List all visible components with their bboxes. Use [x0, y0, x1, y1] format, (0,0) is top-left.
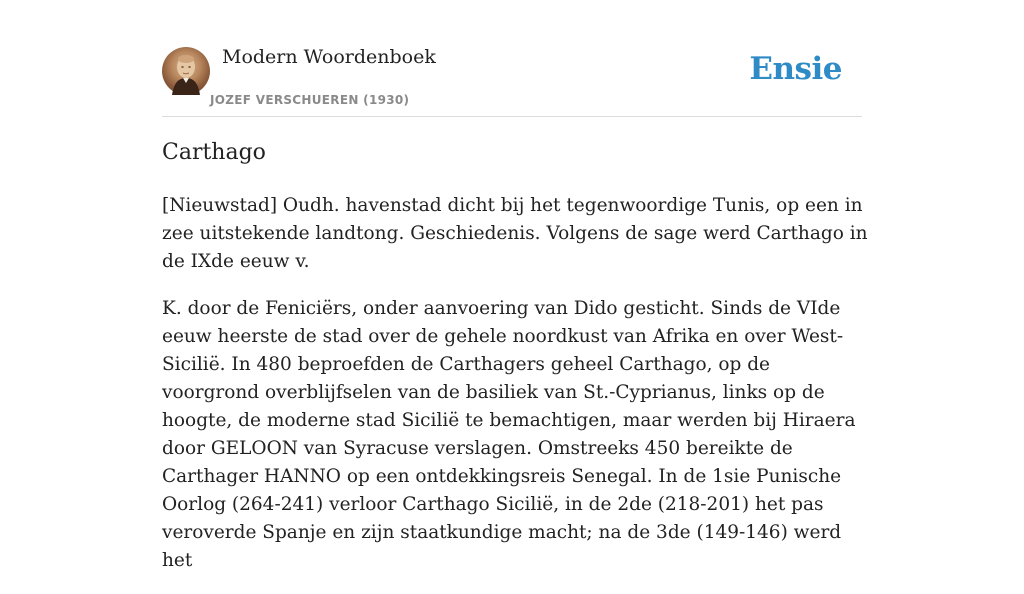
author-portrait-icon	[162, 47, 210, 95]
entry-content	[162, 192, 872, 594]
author-name[interactable]: JOZEF VERSCHUEREN (1930)	[210, 93, 410, 107]
header	[162, 46, 862, 117]
book-title-link[interactable]: Modern Woordenboek	[222, 46, 436, 68]
entry-paragraph: [Nieuwstad] Oudh. havenstad dicht bij het tegenwoordige Tunis, op een in zee uitstekende landtong. Geschiedenis. Volgens de sage werd Carthago in de IXde eeuw v.	[162, 195, 868, 272]
entry-title: Carthago	[162, 140, 266, 165]
entry-paragraph: K. door de Feniciërs, onder aanvoering van Dido gesticht. Sinds de VIde eeuw heerste de stad over de gehele noordkust van Afrika en over West-Sicilië. In 480 beproefden de Carthagers geheel Carthago, op de voorgrond overblijfselen van de basiliek van St.-Cyprianus, links op de hoogte, de moderne stad Sicilië te bemachtigen, maar werden bij Hiraera door GELOON van Syracuse verslagen. Omstreeks 450 bereikte de Carthager HANNO op een ontdekkingsreis Senegal. In de 1sie Punische Oorlog (264-241) verloor Carthago Sicilië, in de 2de (218-201) het pas veroverde Spanje en zijn staatkundige macht; na de 3de (149-146) werd het	[162, 298, 856, 571]
author-avatar[interactable]	[162, 47, 210, 95]
ensie-logo[interactable]: Ensie	[749, 51, 842, 87]
